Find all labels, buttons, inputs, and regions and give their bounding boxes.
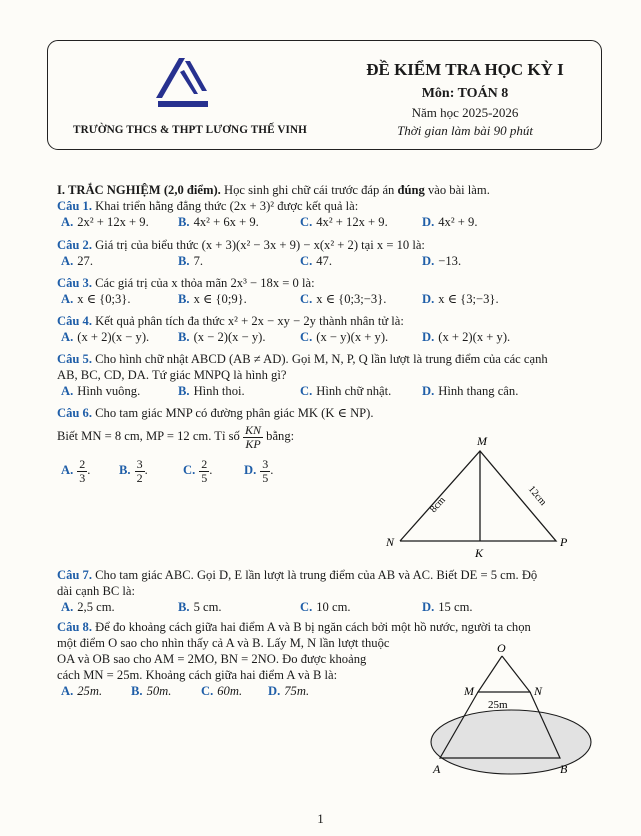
segment-mn-label: 25m: [488, 699, 508, 711]
question-number: Câu 2.: [57, 238, 92, 252]
q2-option-a: A. 27.: [61, 254, 93, 268]
q8-option-a: A. 25m.: [61, 684, 103, 698]
question-7: [57, 568, 597, 584]
question-text: Cho hình chữ nhật ABCD (AB ≠ AD). Gọi M, N, P, Q lần lượt là trung điểm của các cạnh: [92, 352, 548, 366]
school-name: TRƯỜNG THCS & THPT LƯƠNG THẾ VINH: [73, 124, 307, 136]
school-logo-icon: [150, 57, 212, 109]
triangle-mnp-figure: [380, 425, 585, 565]
q1-option-b: B. 4x² + 6x + 9.: [178, 215, 259, 229]
q8-option-d: D. 75m.: [268, 684, 310, 698]
vertex-m-label: M: [477, 434, 487, 448]
question-number: Câu 7.: [57, 568, 92, 582]
q2-option-b: B. 7.: [178, 254, 204, 268]
exam-title: ĐỀ KIỂM TRA HỌC KỲ I: [366, 60, 564, 79]
section-instruction-b: vào bài làm.: [424, 183, 490, 197]
question-4: [57, 314, 597, 330]
question-3: [57, 276, 597, 292]
question-text: Để đo khoảng cách giữa hai điểm A và B bị ngăn cách bởi một hồ nước, người ta chọn: [92, 620, 531, 634]
question-number: Câu 5.: [57, 352, 92, 366]
question-8: [57, 620, 597, 636]
section-title: I. TRẮC NGHIỆM (2,0 điểm).: [57, 183, 221, 197]
point-b-label: B: [560, 762, 568, 776]
question-text: Các giá trị của x thỏa mãn 2x³ − 18x = 0 là:: [92, 276, 315, 290]
ratio-fraction: $\frac{KN}{KP}$: [244, 423, 261, 451]
q4-option-d: D. (x + 2)(x + y).: [422, 330, 511, 344]
side-mp-label: 12cm: [525, 483, 549, 508]
q5-option-b: B. Hình thoi.: [178, 384, 245, 398]
q1-option-d: D. 4x² + 9.: [422, 215, 478, 229]
page-number: 1: [317, 811, 324, 826]
question-number: Câu 8.: [57, 620, 92, 634]
question-5-line-2: AB, BC, CD, DA. Tứ giác MNPQ là hình gì?: [57, 368, 287, 382]
q7-option-c: C. 10 cm.: [300, 600, 351, 614]
exam-duration: Thời gian làm bài 90 phút: [397, 123, 533, 138]
question-5: [57, 352, 597, 368]
school-year: Năm học 2025-2026: [411, 105, 519, 120]
point-k-label: K: [475, 546, 484, 560]
question-2: [57, 238, 597, 254]
question-text: Khai triển hằng đẳng thức (2x + 3)² được kết quả là:: [92, 199, 359, 213]
q6-option-b: B. $\frac{3}{2}$ .: [119, 457, 148, 485]
point-m-label: M: [464, 684, 474, 698]
q6-option-a: A. $\frac{2}{3}$ .: [61, 457, 91, 485]
q7-option-b: B. 5 cm.: [178, 600, 222, 614]
question-number: Câu 3.: [57, 276, 92, 290]
q3-option-b: B. x ∈ {0;9}.: [178, 292, 247, 306]
section-instruction-a: Học sinh ghi chữ cái trước đáp án: [220, 183, 398, 197]
q3-option-a: A. x ∈ {0;3}.: [61, 292, 131, 306]
question-8-line-3: OA và OB sao cho AM = 2MO, BN = 2NO. Đo được khoảng: [57, 652, 367, 666]
question-number: Câu 1.: [57, 199, 92, 213]
question-text: Cho tam giác MNP có đường phân giác MK (K ∈ NP).: [92, 406, 374, 420]
q3-option-c: C. x ∈ {0;3;−3}.: [300, 292, 387, 306]
q3-option-d: D. x ∈ {3;−3}.: [422, 292, 499, 306]
q5-option-c: C. Hình chữ nhật.: [300, 384, 392, 398]
question-number: Câu 4.: [57, 314, 92, 328]
vertex-n-label: N: [386, 535, 395, 549]
q7-option-a: A. 2,5 cm.: [61, 600, 115, 614]
q4-option-b: B. (x − 2)(x − y).: [178, 330, 266, 344]
question-number: Câu 6.: [57, 406, 92, 420]
question-7-line-2: dài cạnh BC là:: [57, 584, 135, 598]
question-text: Kết quả phân tích đa thức x² + 2x − xy − 2y thành nhân tử là:: [92, 314, 404, 328]
q5-option-d: D. Hình thang cân.: [422, 384, 519, 398]
q2-option-c: C. 47.: [300, 254, 332, 268]
q1-option-a: A. 2x² + 12x + 9.: [61, 215, 149, 229]
question-8-line-2: một điểm O sao cho nhìn thấy cả A và B. Lấy M, N lần lượt thuộc: [57, 636, 390, 650]
side-mn-label: 8cm: [428, 494, 448, 516]
question-text: Giá trị của biểu thức (x + 3)(x² − 3x + 9) − x(x² + 2) tại x = 10 là:: [92, 238, 425, 252]
lake-distance-figure: [420, 640, 610, 790]
vertex-p-label: P: [560, 535, 568, 549]
exam-subject: Môn: TOÁN 8: [421, 86, 509, 101]
q5-option-a: A. Hình vuông.: [61, 384, 141, 398]
question-text: Cho tam giác ABC. Gọi D, E lần lượt là trung điểm của AB và AC. Biết DE = 5 cm. Độ: [92, 568, 538, 582]
q8-option-b: B. 50m.: [131, 684, 172, 698]
question-8-line-4: cách MN = 25m. Khoảng cách giữa hai điểm A và B là:: [57, 668, 338, 682]
point-a-label: A: [433, 762, 441, 776]
section-heading: [57, 183, 597, 199]
section-instruction-bold: đúng: [397, 183, 425, 197]
q2-option-d: D. −13.: [422, 254, 462, 268]
q4-option-a: A. (x + 2)(x − y).: [61, 330, 150, 344]
question-6-line-2: Biết MN = 8 cm, MP = 12 cm. Tỉ số $\frac{KN}{KP}$ bằng:: [57, 423, 295, 451]
point-o-label: O: [497, 641, 506, 655]
q1-option-c: C. 4x² + 12x + 9.: [300, 215, 388, 229]
q6-option-c: C. $\frac{2}{5}$ .: [183, 457, 213, 485]
q4-option-c: C. (x − y)(x + y).: [300, 330, 389, 344]
q8-option-c: C. 60m.: [201, 684, 243, 698]
question-1: [57, 199, 597, 215]
question-6: [57, 406, 597, 422]
point-n-label: N: [534, 684, 543, 698]
q7-option-d: D. 15 cm.: [422, 600, 473, 614]
q6-option-d: D. $\frac{3}{5}$ .: [244, 457, 274, 485]
